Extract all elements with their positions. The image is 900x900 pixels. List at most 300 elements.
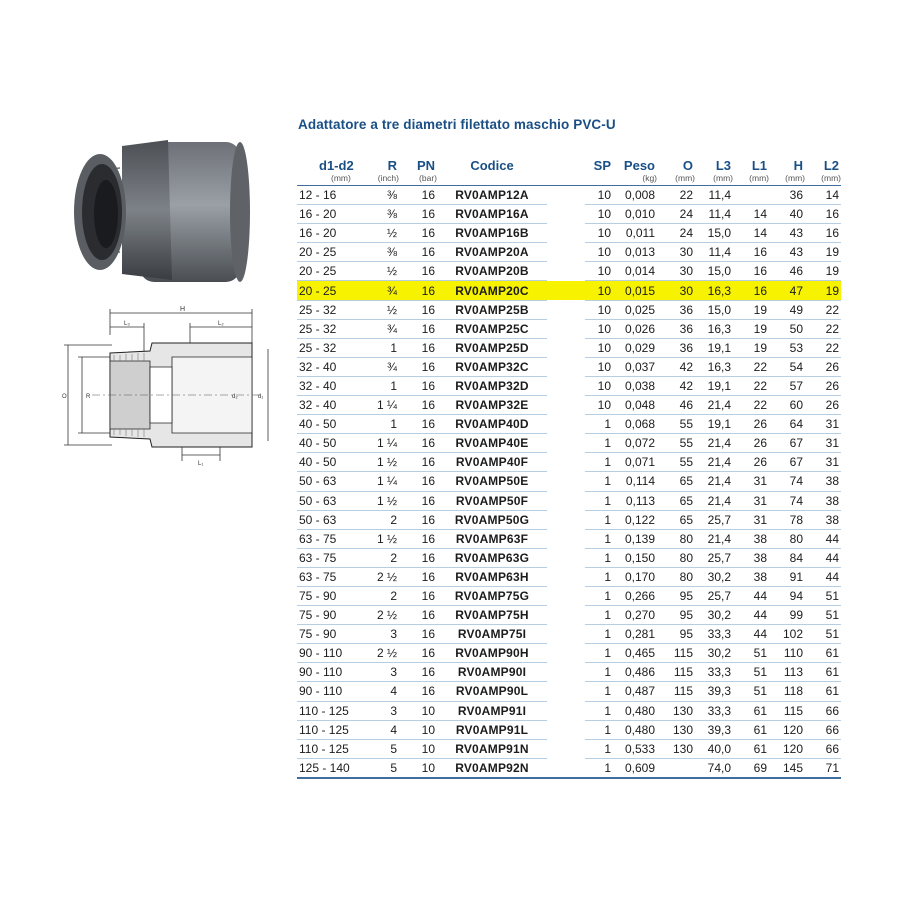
cell-d1-d2: 50 - 63	[297, 472, 369, 491]
cell-l3: 21,4	[695, 472, 733, 491]
cell-l2: 44	[805, 567, 841, 586]
header-l3: L3	[715, 158, 731, 173]
cell-d1-d2: 63 - 75	[297, 548, 369, 567]
cell-l1: 22	[733, 376, 769, 395]
header-r: R	[387, 158, 397, 173]
cell-h: 67	[769, 453, 805, 472]
cell-sp: 1	[585, 758, 613, 778]
cell-o: 80	[657, 548, 695, 567]
cell-d1-d2: 16 - 20	[297, 205, 369, 224]
table-body	[297, 186, 841, 778]
cell-h: 78	[769, 510, 805, 529]
cell-o: 95	[657, 625, 695, 644]
cell-h: 74	[769, 472, 805, 491]
cell-l3: 25,7	[695, 510, 733, 529]
cell-l1: 16	[733, 243, 769, 262]
cell-o: 42	[657, 376, 695, 395]
cell-r: 5	[369, 739, 399, 758]
table-row	[297, 491, 841, 510]
cell-codice: RV0AMP20C	[437, 281, 547, 300]
cell-h: 36	[769, 186, 805, 205]
cell-l2: 44	[805, 529, 841, 548]
cell-l3: 11,4	[695, 243, 733, 262]
unit-h: (mm)	[769, 173, 805, 186]
cell-sp: 1	[585, 415, 613, 434]
cell-sp: 10	[585, 357, 613, 376]
cell-sp: 1	[585, 453, 613, 472]
cell-d1-d2: 125 - 140	[297, 758, 369, 778]
unit-r: (inch)	[369, 173, 399, 186]
cell-sp: 1	[585, 472, 613, 491]
cell-o: 95	[657, 586, 695, 605]
cell-sp: 10	[585, 224, 613, 243]
cell-l2: 19	[805, 243, 841, 262]
cell-sp: 1	[585, 720, 613, 739]
table-row	[297, 758, 841, 778]
cell-codice: RV0AMP50G	[437, 510, 547, 529]
cell-r: ⅜	[369, 243, 399, 262]
cell-l2: 51	[805, 586, 841, 605]
cell-l3: 39,3	[695, 682, 733, 701]
cell-l3: 33,3	[695, 663, 733, 682]
cell-l1: 26	[733, 434, 769, 453]
cell-pn: 16	[399, 224, 437, 243]
cell-o	[657, 758, 695, 778]
cell-o: 95	[657, 606, 695, 625]
cell-codice: RV0AMP91L	[437, 720, 547, 739]
cell-pn: 16	[399, 625, 437, 644]
cell-d1-d2: 75 - 90	[297, 586, 369, 605]
cell-r: 1 ½	[369, 491, 399, 510]
cell-l1: 38	[733, 567, 769, 586]
cell-pn: 16	[399, 682, 437, 701]
cell-r: ½	[369, 224, 399, 243]
cell-sp: 1	[585, 701, 613, 720]
cell-o: 30	[657, 281, 695, 300]
cell-l1: 69	[733, 758, 769, 778]
cell-d1-d2: 12 - 16	[297, 186, 369, 205]
table-row	[297, 529, 841, 548]
table-row	[297, 625, 841, 644]
cell-l3: 33,3	[695, 701, 733, 720]
cell-codice: RV0AMP50E	[437, 472, 547, 491]
cell-codice: RV0AMP25B	[437, 300, 547, 319]
cell-peso: 0,025	[613, 300, 657, 319]
cell-peso: 0,029	[613, 338, 657, 357]
cell-sp: 1	[585, 529, 613, 548]
cell-h: 115	[769, 701, 805, 720]
cell-pn: 16	[399, 586, 437, 605]
cell-l2: 26	[805, 376, 841, 395]
table-row	[297, 510, 841, 529]
cell-peso: 0,048	[613, 396, 657, 415]
cell-l2: 26	[805, 357, 841, 376]
header-l2: L2	[823, 158, 839, 173]
cell-l2: 61	[805, 663, 841, 682]
cell-d1-d2: 63 - 75	[297, 529, 369, 548]
cell-l1: 14	[733, 205, 769, 224]
cell-d1-d2: 110 - 125	[297, 701, 369, 720]
header-codice: Codice	[470, 158, 514, 173]
table-row	[297, 262, 841, 281]
cell-peso: 0,011	[613, 224, 657, 243]
table-row	[297, 453, 841, 472]
unit-peso: (kg)	[613, 173, 657, 186]
cell-l3: 11,4	[695, 205, 733, 224]
cell-l3: 21,4	[695, 396, 733, 415]
cell-l3: 21,4	[695, 529, 733, 548]
cell-codice: RV0AMP91I	[437, 701, 547, 720]
cell-pn: 16	[399, 243, 437, 262]
cell-l2: 22	[805, 300, 841, 319]
cell-h: 47	[769, 281, 805, 300]
cell-l3: 15,0	[695, 224, 733, 243]
cell-peso: 0,071	[613, 453, 657, 472]
cell-d1-d2: 110 - 125	[297, 720, 369, 739]
cell-d1-d2: 90 - 110	[297, 644, 369, 663]
cell-l2: 44	[805, 548, 841, 567]
cell-r: ¾	[369, 281, 399, 300]
cell-h: 99	[769, 606, 805, 625]
header-peso: Peso	[623, 158, 655, 173]
cell-peso: 0,113	[613, 491, 657, 510]
cell-l2: 51	[805, 606, 841, 625]
cell-sp: 1	[585, 510, 613, 529]
cell-l2: 66	[805, 701, 841, 720]
table-row	[297, 663, 841, 682]
cell-l3: 11,4	[695, 186, 733, 205]
cell-r: 1 ½	[369, 453, 399, 472]
cell-l2: 31	[805, 453, 841, 472]
cell-o: 24	[657, 205, 695, 224]
table-row	[297, 376, 841, 395]
cell-d1-d2: 32 - 40	[297, 357, 369, 376]
cell-r: 1 ¼	[369, 396, 399, 415]
cell-peso: 0,122	[613, 510, 657, 529]
table-row	[297, 300, 841, 319]
cell-l3: 33,3	[695, 625, 733, 644]
cell-peso: 0,139	[613, 529, 657, 548]
cell-l2: 38	[805, 472, 841, 491]
cell-l1: 51	[733, 644, 769, 663]
cell-codice: RV0AMP75H	[437, 606, 547, 625]
cell-l3: 16,3	[695, 281, 733, 300]
cell-pn: 16	[399, 529, 437, 548]
cell-d1-d2: 25 - 32	[297, 319, 369, 338]
cell-l3: 39,3	[695, 720, 733, 739]
cell-sp: 1	[585, 644, 613, 663]
cell-d1-d2: 25 - 32	[297, 338, 369, 357]
cell-codice: RV0AMP75I	[437, 625, 547, 644]
cell-sp: 1	[585, 434, 613, 453]
cell-h: 49	[769, 300, 805, 319]
table-row	[297, 338, 841, 357]
cell-pn: 10	[399, 720, 437, 739]
header-h: H	[793, 158, 803, 173]
cell-sp: 1	[585, 548, 613, 567]
table-row	[297, 434, 841, 453]
cell-o: 130	[657, 739, 695, 758]
cell-l2: 19	[805, 262, 841, 281]
cell-r: 1 ¼	[369, 472, 399, 491]
cell-codice: RV0AMP40F	[437, 453, 547, 472]
cell-codice: RV0AMP63F	[437, 529, 547, 548]
cell-codice: RV0AMP90L	[437, 682, 547, 701]
cell-codice: RV0AMP50F	[437, 491, 547, 510]
cell-sp: 1	[585, 606, 613, 625]
header-d1-d2: d1-d2	[319, 158, 354, 173]
cell-o: 55	[657, 453, 695, 472]
header-o: O	[682, 158, 693, 173]
cell-r: 2	[369, 586, 399, 605]
cell-pn: 16	[399, 262, 437, 281]
cell-peso: 0,150	[613, 548, 657, 567]
cell-d1-d2: 110 - 125	[297, 739, 369, 758]
cell-r: 2 ½	[369, 644, 399, 663]
cell-peso: 0,281	[613, 625, 657, 644]
cell-d1-d2: 32 - 40	[297, 376, 369, 395]
cell-o: 46	[657, 396, 695, 415]
cell-l3: 30,2	[695, 567, 733, 586]
label-r: R	[86, 394, 91, 400]
cell-h: 120	[769, 720, 805, 739]
cell-r: ¾	[369, 357, 399, 376]
cell-codice: RV0AMP92N	[437, 758, 547, 778]
cell-l2: 16	[805, 205, 841, 224]
cell-d1-d2: 20 - 25	[297, 262, 369, 281]
table-row	[297, 319, 841, 338]
cell-pn: 16	[399, 415, 437, 434]
cell-d1-d2: 20 - 25	[297, 243, 369, 262]
unit-pn: (bar)	[399, 173, 437, 186]
cell-o: 30	[657, 243, 695, 262]
cell-codice: RV0AMP32C	[437, 357, 547, 376]
cell-codice: RV0AMP16B	[437, 224, 547, 243]
cell-l3: 25,7	[695, 548, 733, 567]
cell-o: 36	[657, 338, 695, 357]
table-row-highlighted	[297, 281, 841, 300]
cell-l2: 26	[805, 396, 841, 415]
cell-l2: 16	[805, 224, 841, 243]
cell-codice: RV0AMP91N	[437, 739, 547, 758]
label-h: H	[180, 306, 186, 313]
cell-l1: 16	[733, 262, 769, 281]
label-l1: L₁	[198, 461, 204, 467]
cell-d1-d2: 32 - 40	[297, 396, 369, 415]
cell-l1: 38	[733, 529, 769, 548]
cell-r: 3	[369, 625, 399, 644]
cell-pn: 16	[399, 376, 437, 395]
label-l3: L₃	[124, 321, 130, 327]
cell-l3: 25,7	[695, 586, 733, 605]
cell-sp: 1	[585, 625, 613, 644]
cell-d1-d2: 20 - 25	[297, 281, 369, 300]
table-row	[297, 224, 841, 243]
cell-sp: 10	[585, 319, 613, 338]
cell-pn: 16	[399, 338, 437, 357]
cell-r: 1 ½	[369, 529, 399, 548]
cell-h: 113	[769, 663, 805, 682]
cell-peso: 0,068	[613, 415, 657, 434]
table-title: Adattatore a tre diametri filettato maschio PVC-U	[298, 117, 616, 132]
cell-o: 24	[657, 224, 695, 243]
spec-table	[297, 153, 841, 779]
cell-h: 40	[769, 205, 805, 224]
cell-h: 145	[769, 758, 805, 778]
cell-o: 30	[657, 262, 695, 281]
cell-h: 94	[769, 586, 805, 605]
cell-l2: 61	[805, 644, 841, 663]
cell-r: ½	[369, 300, 399, 319]
cell-sp: 10	[585, 300, 613, 319]
cell-codice: RV0AMP40D	[437, 415, 547, 434]
cell-h: 54	[769, 357, 805, 376]
cell-peso: 0,010	[613, 205, 657, 224]
cell-codice: RV0AMP32E	[437, 396, 547, 415]
header-pn: PN	[416, 158, 435, 173]
cell-l2: 38	[805, 510, 841, 529]
cell-codice: RV0AMP20A	[437, 243, 547, 262]
cell-pn: 16	[399, 357, 437, 376]
cell-l1: 61	[733, 739, 769, 758]
label-l2: L₂	[218, 321, 224, 327]
cell-pn: 16	[399, 453, 437, 472]
cell-l1: 44	[733, 606, 769, 625]
unit-l1: (mm)	[733, 173, 769, 186]
cell-l3: 15,0	[695, 262, 733, 281]
cell-l3: 16,3	[695, 319, 733, 338]
cell-d1-d2: 50 - 63	[297, 491, 369, 510]
cell-sp: 1	[585, 682, 613, 701]
cell-h: 84	[769, 548, 805, 567]
cell-l2: 66	[805, 720, 841, 739]
cell-codice: RV0AMP75G	[437, 586, 547, 605]
cell-peso: 0,037	[613, 357, 657, 376]
cell-r: 4	[369, 682, 399, 701]
cell-h: 43	[769, 224, 805, 243]
cell-l1: 38	[733, 548, 769, 567]
cell-l2: 38	[805, 491, 841, 510]
cell-l2: 71	[805, 758, 841, 778]
cell-pn: 16	[399, 491, 437, 510]
cell-peso: 0,038	[613, 376, 657, 395]
cell-l3: 40,0	[695, 739, 733, 758]
cell-l3: 15,0	[695, 300, 733, 319]
cell-l1: 51	[733, 663, 769, 682]
cell-l3: 74,0	[695, 758, 733, 778]
cell-h: 57	[769, 376, 805, 395]
cell-r: ¾	[369, 319, 399, 338]
cell-peso: 0,114	[613, 472, 657, 491]
cell-sp: 1	[585, 663, 613, 682]
cell-pn: 16	[399, 300, 437, 319]
cell-h: 110	[769, 644, 805, 663]
cell-pn: 16	[399, 606, 437, 625]
cell-o: 130	[657, 720, 695, 739]
cell-sp: 1	[585, 491, 613, 510]
cell-peso: 0,013	[613, 243, 657, 262]
cell-l1: 19	[733, 300, 769, 319]
cell-l3: 30,2	[695, 606, 733, 625]
cell-peso: 0,487	[613, 682, 657, 701]
cell-h: 102	[769, 625, 805, 644]
cell-l3: 30,2	[695, 644, 733, 663]
table-row	[297, 682, 841, 701]
cell-d1-d2: 40 - 50	[297, 415, 369, 434]
label-o: O	[62, 394, 67, 400]
cell-peso: 0,486	[613, 663, 657, 682]
cell-peso: 0,533	[613, 739, 657, 758]
table-row	[297, 586, 841, 605]
table-row	[297, 644, 841, 663]
cell-o: 22	[657, 186, 695, 205]
cell-pn: 16	[399, 186, 437, 205]
table-row	[297, 415, 841, 434]
cell-l2: 31	[805, 415, 841, 434]
cell-l1: 44	[733, 586, 769, 605]
cell-codice: RV0AMP90H	[437, 644, 547, 663]
table-row	[297, 357, 841, 376]
cell-d1-d2: 75 - 90	[297, 625, 369, 644]
table-row	[297, 720, 841, 739]
cell-h: 43	[769, 243, 805, 262]
cell-pn: 16	[399, 548, 437, 567]
cell-o: 36	[657, 300, 695, 319]
cell-r: 3	[369, 701, 399, 720]
cell-sp: 1	[585, 739, 613, 758]
cell-peso: 0,266	[613, 586, 657, 605]
cell-l2: 14	[805, 186, 841, 205]
cell-pn: 16	[399, 663, 437, 682]
cell-o: 115	[657, 644, 695, 663]
cell-l1: 26	[733, 453, 769, 472]
cell-r: 3	[369, 663, 399, 682]
cell-r: 2	[369, 548, 399, 567]
label-d2: d₂	[232, 394, 238, 400]
cell-d1-d2: 90 - 110	[297, 682, 369, 701]
cell-l1: 16	[733, 281, 769, 300]
cell-codice: RV0AMP63H	[437, 567, 547, 586]
cell-l1: 51	[733, 682, 769, 701]
table-row	[297, 186, 841, 205]
cell-d1-d2: 16 - 20	[297, 224, 369, 243]
cell-codice: RV0AMP32D	[437, 376, 547, 395]
cell-sp: 10	[585, 396, 613, 415]
cell-d1-d2: 40 - 50	[297, 434, 369, 453]
cell-l2: 31	[805, 434, 841, 453]
table-row	[297, 243, 841, 262]
table-header	[297, 153, 841, 186]
cell-r: ⅜	[369, 186, 399, 205]
cell-h: 91	[769, 567, 805, 586]
cell-h: 74	[769, 491, 805, 510]
cell-pn: 16	[399, 472, 437, 491]
cell-l1: 26	[733, 415, 769, 434]
table-row	[297, 739, 841, 758]
table-row	[297, 396, 841, 415]
cell-d1-d2: 63 - 75	[297, 567, 369, 586]
table-row	[297, 701, 841, 720]
header-l1: L1	[751, 158, 767, 173]
table-row	[297, 472, 841, 491]
cell-r: 1	[369, 415, 399, 434]
cell-l1: 22	[733, 396, 769, 415]
label-d1: d₁	[258, 394, 264, 400]
cell-sp: 10	[585, 205, 613, 224]
cell-o: 65	[657, 491, 695, 510]
cell-pn: 16	[399, 510, 437, 529]
technical-drawing	[62, 305, 272, 475]
